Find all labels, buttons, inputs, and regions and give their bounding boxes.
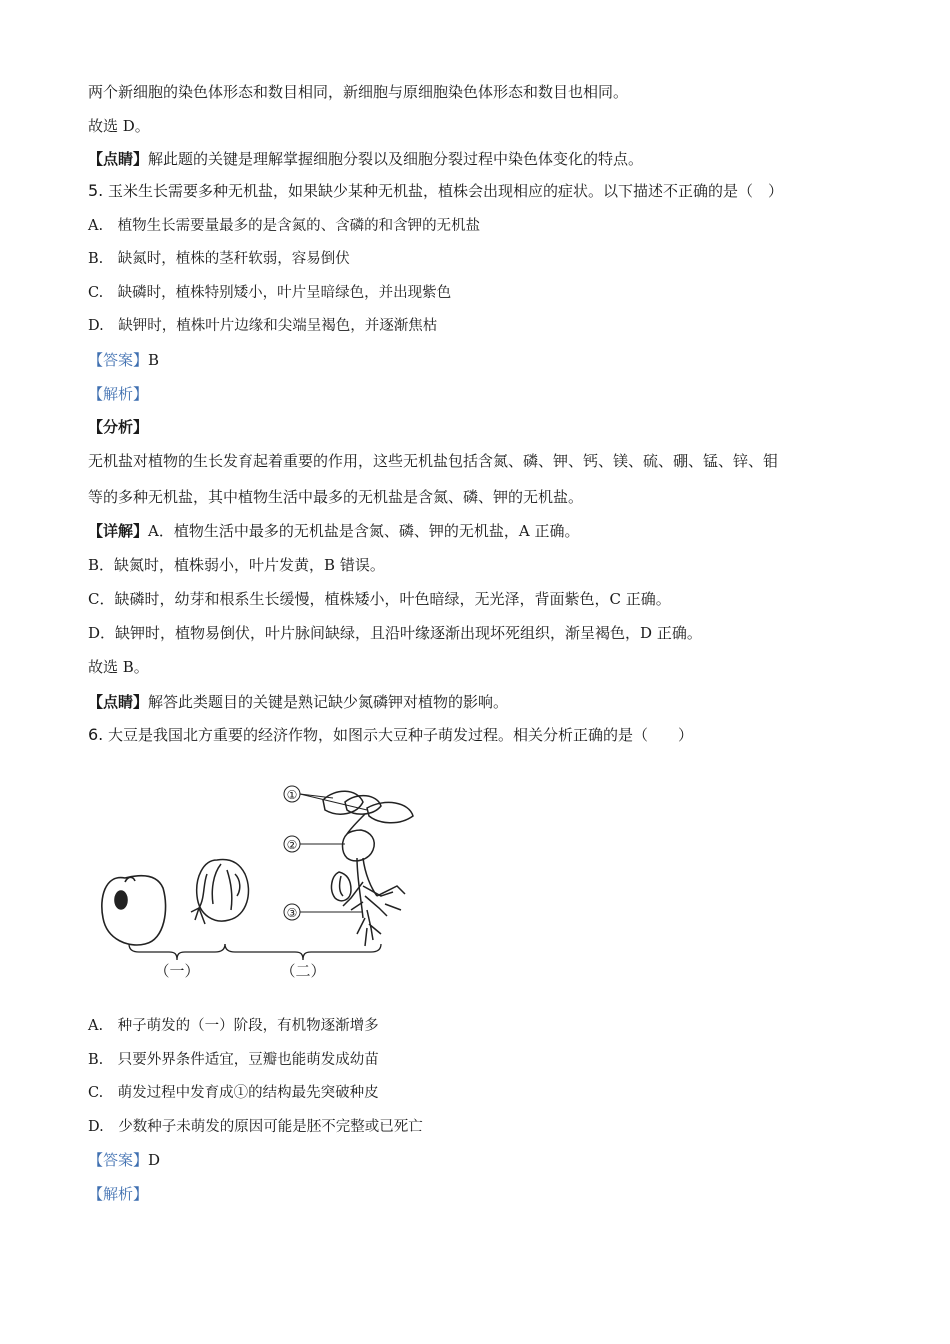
- q5-choice: 故选 B。: [88, 658, 149, 676]
- q5-fenxi-1: 无机盐对植物的生长发育起着重要的作用，这些无机盐包括含氮、磷、钾、钙、镁、硫、硼、锰、锌、钼: [88, 452, 779, 470]
- label-2: ②: [286, 838, 298, 852]
- q6-analysis-label: 【解析】: [88, 1185, 149, 1203]
- stage-braces: [129, 944, 381, 960]
- q6-stem: [88, 725, 693, 745]
- question-text: 大豆是我国北方重要的经济作物，如图示大豆种子萌发过程。相关分析正确的是（ ）: [108, 726, 694, 744]
- detail-text: A．植物生活中最多的无机盐是含氮、磷、钾的无机盐，A 正确。: [148, 522, 580, 540]
- label-1: ①: [286, 788, 298, 802]
- q5-option-b: B. 缺氮时，植株的茎秆软弱，容易倒伏: [88, 251, 350, 267]
- q5-detail-b: B．缺氮时，植株弱小，叶片发黄，B 错误。: [88, 556, 385, 574]
- q5-detail-c: C．缺磷时，幼芽和根系生长缓慢，植株矮小，叶色暗绿，无光泽，背面紫色，C 正确。: [88, 590, 671, 608]
- question-number: 6.: [88, 725, 104, 744]
- prev-choice: 故选 D。: [88, 117, 150, 135]
- stage-1-label: （一）: [154, 962, 200, 980]
- q5-fenxi-2: 等的多种无机盐，其中植物生活中最多的无机盐是含氮、磷、钾的无机盐。: [88, 488, 584, 506]
- tip-text: 解答此类题目的关键是熟记缺少氮磷钾对植物的影响。: [148, 693, 509, 711]
- figure-callouts: [284, 786, 367, 920]
- question-text: 玉米生长需要多种无机盐，如果缺少某种无机盐，植株会出现相应的症状。以下描述不正确的是（ ）: [108, 182, 784, 200]
- q6-option-a: A. 种子萌发的（一）阶段，有机物逐渐增多: [88, 1018, 379, 1034]
- q5-option-c: C. 缺磷时，植株特别矮小，叶片呈暗绿色，并出现紫色: [88, 285, 452, 301]
- q5-fenxi-label: 【分析】: [88, 418, 149, 436]
- answer-value: D: [148, 1151, 161, 1169]
- tip-label: 【点睛】: [88, 150, 149, 168]
- answer-label: 【答案】: [88, 1151, 149, 1169]
- seed-sprouting: [191, 860, 248, 924]
- q5-detail-d: D．缺钾时，植物易倒伏，叶片脉间缺绿，且沿叶缘逐渐出现坏死组织，渐呈褐色，D 正确。: [88, 624, 702, 642]
- q5-stem: [88, 181, 783, 201]
- tip-label: 【点睛】: [88, 693, 149, 711]
- seed-whole: [102, 876, 166, 945]
- q5-tip: [88, 692, 508, 712]
- q5-analysis-label: 【解析】: [88, 385, 149, 403]
- soybean-germination-figure: [95, 778, 450, 983]
- label-3: ③: [286, 906, 298, 920]
- q6-option-c: C. 萌发过程中发育成①的结构最先突破种皮: [88, 1085, 379, 1101]
- q5-option-a: A. 植物生长需要量最多的是含氮的、含磷的和含钾的无机盐: [88, 218, 481, 234]
- tip-text: 解此题的关键是理解掌握细胞分裂以及细胞分裂过程中染色体变化的特点。: [148, 150, 644, 168]
- seedling: [323, 791, 413, 946]
- q5-answer: [88, 350, 159, 370]
- q6-option-b: B. 只要外界条件适宜，豆瓣也能萌发成幼苗: [88, 1052, 379, 1068]
- stage-2-label: （二）: [280, 962, 326, 980]
- question-number: 5.: [88, 181, 104, 200]
- q6-answer: [88, 1150, 160, 1170]
- answer-label: 【答案】: [88, 351, 149, 369]
- detail-label: 【详解】: [88, 522, 149, 540]
- q6-option-d: D. 少数种子未萌发的原因可能是胚不完整或已死亡: [88, 1119, 423, 1135]
- q5-detail-a: [88, 521, 579, 541]
- answer-value: B: [148, 351, 160, 369]
- q5-option-d: D. 缺钾时，植株叶片边缘和尖端呈褐色，并逐渐焦枯: [88, 318, 438, 334]
- prev-line-1: 两个新细胞的染色体形态和数目相同，新细胞与原细胞染色体形态和数目也相同。: [88, 83, 629, 101]
- prev-tip: [88, 149, 643, 169]
